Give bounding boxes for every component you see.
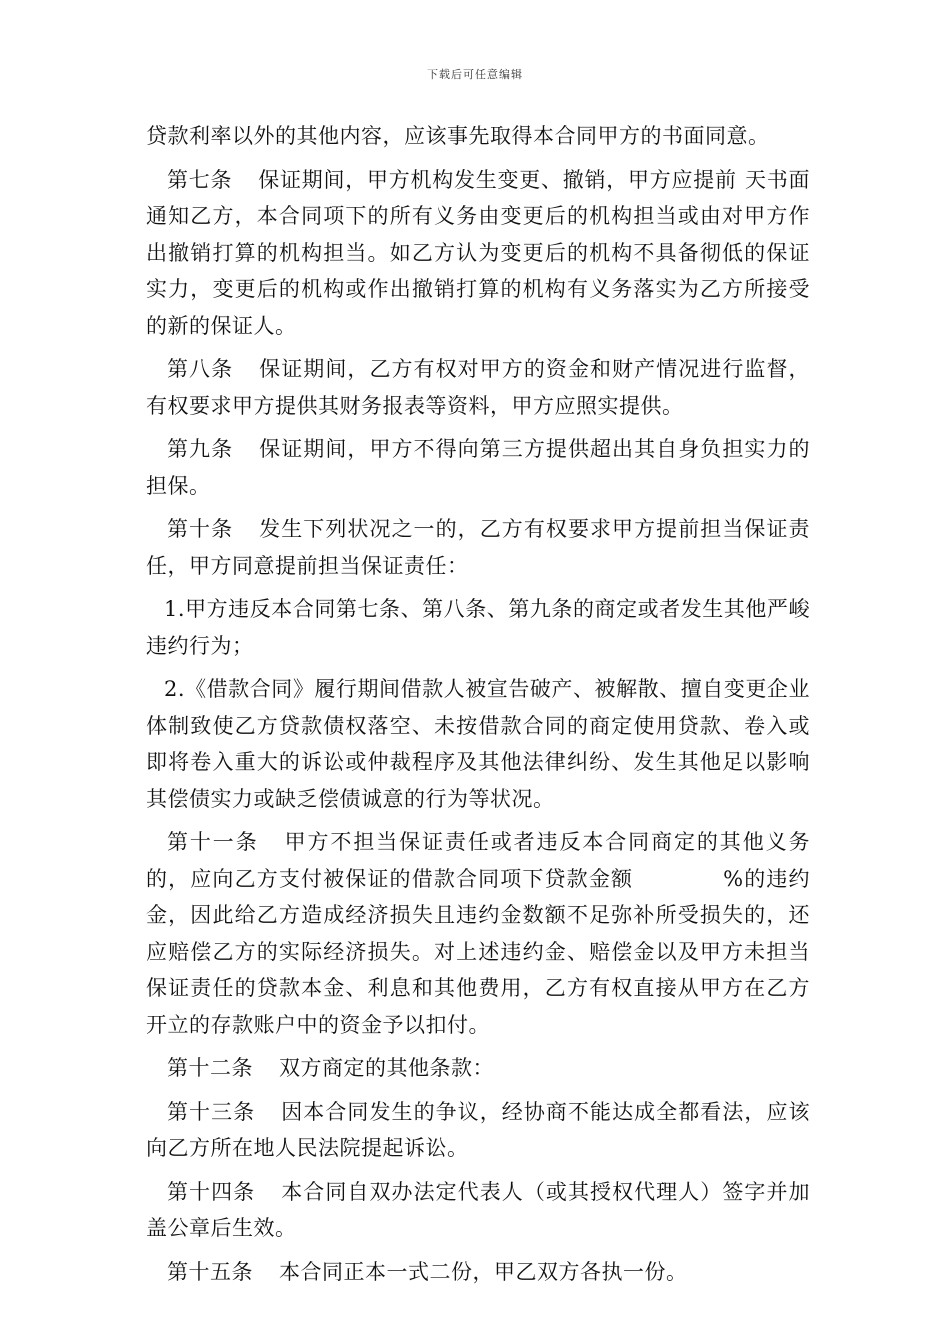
article-number: 第十四条 [167,1179,256,1204]
paragraph-text: 因本合同发生的争议，经协商不能达成全都看法，应该向乙方所在地人民法院提起诉讼。 [146,1099,811,1160]
article-10 [146,511,810,584]
page-header: 下载后可任意编辑 [427,68,523,81]
list-item-text: 2.《借款合同》履行期间借款人被宣告破产、被解散、擅自变更企业体制致使乙方贷款债权落空、未按借款合同的商定使用贷款、卷入或即将卷入重大的诉讼或仲裁程序及其他法律纠纷、发生其他足以影响其偿债实力或缺乏偿债诚意的行为等状况。 [146,677,810,811]
article-10-item-2 [146,671,810,817]
article-number: 第十五条 [167,1259,253,1284]
contract-body [146,118,810,1297]
article-8 [146,351,810,424]
article-13 [146,1094,810,1167]
paragraph-text: 本合同正本一式二份，甲乙双方各执一份。 [279,1259,688,1284]
paragraph-text: 保证期间，甲方机构发生变更、撤销，甲方应提前 [258,167,737,192]
article-15 [146,1254,810,1291]
paragraph-text: 本合同自双办法定代表人（或其授权代理人）签字并加盖公章后生效。 [146,1179,811,1240]
article-number: 第九条 [167,437,234,461]
paragraph-text: 保证期间，甲方不得向第三方提供超出其自身负担实力的担保。 [146,437,811,498]
article-9 [146,431,810,504]
article-14 [146,1174,810,1247]
article-number: 第八条 [167,357,234,381]
article-number: 第十二条 [167,1056,253,1080]
paragraph-text: 甲方不担当保证责任或者违反本合同商定的其他义务的，应向乙方支付被保证的借款合同项下贷款金额 [146,830,811,891]
paragraph-text: 双方商定的其他条款： [279,1056,494,1080]
paragraph-text: 发生下列状况之一的，乙方有权要求甲方提前担当保证责任，甲方同意提前担当保证责任： [146,517,811,578]
article-10-item-1 [146,591,810,664]
paragraph-continuation [146,118,810,155]
article-7 [146,162,810,345]
paragraph-text: 天书面通知乙方，本合同项下的所有义务由变更后的机构担当或由对甲方作出撤销打算的机构担当。如乙方认为变更后的机构不具备彻低的保证实力，变更后的机构或作出撤销打算的机构有义务落实为乙方所接受的新的保证人。 [146,167,810,338]
article-11 [146,824,810,1043]
article-number: 第十条 [167,517,234,541]
paragraph-text: 贷款利率以外的其他内容，应该事先取得本合同甲方的书面同意。 [146,124,770,148]
article-number: 第七条 [167,167,233,192]
article-number: 第十三条 [167,1099,256,1124]
article-12 [146,1050,810,1087]
article-number: 第十一条 [167,830,259,854]
paragraph-text: 保证期间，乙方有权对甲方的资金和财产情况进行监督，有权要求甲方提供其财务报表等资料，甲方应照实提供。 [146,357,811,418]
list-item-text: 1.甲方违反本合同第七条、第八条、第九条的商定或者发生其他严峻违约行为； [146,597,810,658]
paragraph-text: %的违约金，因此给乙方造成经济损失且违约金数额不足弥补所受损失的，还应赔偿乙方的实际经济损失。对上述违约金、赔偿金以及甲方未担当保证责任的贷款本金、利息和其他费用，乙方有权直接从甲方在乙方开立的存款账户中的资金予以扣付。 [146,866,810,1037]
